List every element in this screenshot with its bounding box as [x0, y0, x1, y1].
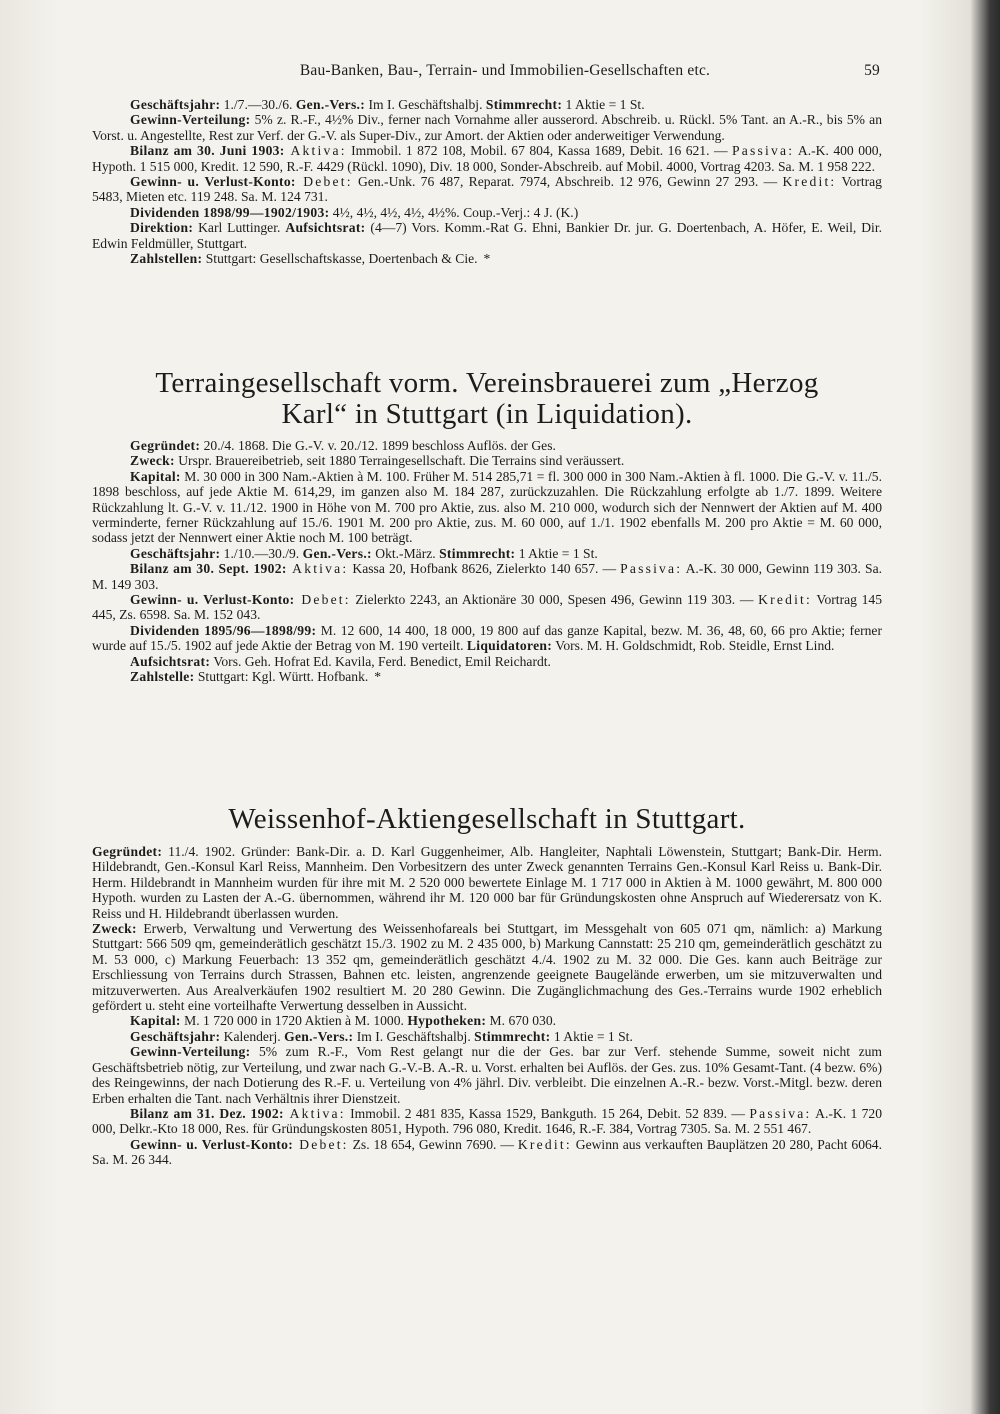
- kapital-entry: Kapital: M. 30 000 in 300 Nam.-Aktien à M. 100. Früher M. 514 285,71 = fl. 300 000 in 300 Nam.-Aktien à fl. 1000. Die G.-V. v. 11./5. 1898 beschloss, auf jede Aktie M. 614,29, im ganzen also M. 184 287, zurückzuzahlen. Die Rückzahlung erfolgte ab 1./7. 1899. Weitere Rückzahlung lt. G.-V. v. 11./12. 1900 in Höhe von M. 700 pro Aktie, zus. also M. 210 000, wodurch sich der Nennwert der Aktien auf M. 400 verminderte, ferner Rückzahlung auf 15./6. 1901 M. 200 pro Aktie, zus. M. 60 000, auf 1./1. 1902 ebenfalls M. 200 pro Aktie = M. 60 000, sodass jetzt der Nennwert einer Aktie noch M. 100 beträgt.: [92, 468, 882, 546]
- dividenden-entry: Dividenden 1895/96—1898/99: M. 12 600, 14 400, 18 000, 19 800 auf das ganze Kapital, bezw. M. 36, 48, 60, 66 pro Aktie; ferner wurde auf 15./5. 1902 auf jede Aktie der Betrag von M. 190 verteilt. Liquidatoren: Vors. M. H. Goldschmidt, Rob. Steidle, Ernst Lind.: [92, 622, 882, 654]
- zweck-entry: Zweck: Erwerb, Verwaltung und Verwertung des Weissenhofareals bei Stuttgart, im Messgehalt von 605 071 qm, nämlich: a) Markung Stuttgart: 566 509 qm, gemeinderätlich geschätzt 15./3. 1902 zu M. 2 435 000, b) Markung Cannstatt: 25 210 qm, gemeinderätlich geschätzt zu M. 53 000, c) Markung Feuerbach: 13 352 qm, gemeinderätlich geschätzt 4./4. 1902 zu M. 32 000. Die Ges. kann auch Beiträge zur Erschliessung von Terrains durch Strassen, Bahnen etc. leisten, angrenzende geeignete Baugelände erwerben, um sie mitzuverwalten und mitzuverwerten. Aus Arealverkäufen 1902 resultiert M. 20 280 Gewinn. Die Zugänglichmachung des Ges.-Terrains wurde 1902 erheblich gefördert u. steht eine vorteilhafte Verwertung desselben in Aussicht.: [92, 921, 882, 1014]
- bilanz-entry: Bilanz am 30. Sept. 1902: Aktiva: Kassa 20, Hofbank 8626, Zielerkto 140 657. — Passiva: A.-K. 30 000, Gewinn 119 303. Sa. M. 149 303.: [92, 561, 882, 592]
- gewinn-verteilung-entry: Gewinn-Verteilung: 5% zum R.-F., Vom Rest gelangt nur die der Ges. bar zur Verf. stehende Summe, soweit nicht zum Geschäftsbetrieb nötig, zur Verteilung, und zwar nach G.-V.-B. A.-R. u. Vorst. erhalten bei Auflös. der Ges. zus. 10% Gesamt-Tant. (4 bezw. 6%) des Reingewinns, der nach Dotierung des R.-F. u. Verteilung von 4% jährl. Div. verbleibt. Die einzelnen A.-R.- bezw. Vorst.-Mitgl. bezw. deren Erben erhalten die Tant. nach Verhältnis ihrer Dienstzeit.: [92, 1044, 882, 1106]
- gewinn-verlust-entry: Gewinn- u. Verlust-Konto: Debet: Gen.-Unk. 76 487, Reparat. 7974, Abschreib. 12 976, Gewinn 27 293. — Kredit: Vortrag 5483, Mieten etc. 119 248. Sa. M. 124 731.: [92, 174, 882, 205]
- zahlstelle-entry: Zahlstelle: Stuttgart: Kgl. Württ. Hofbank. *: [130, 669, 382, 685]
- gegruendet-entry: Gegründet: 11./4. 1902. Gründer: Bank-Dir. a. D. Karl Guggenheimer, Alb. Hangleiter, Naphtali Löwenstein, Stuttgart; Bank-Dir. Herm. Hildebrandt, Gen.-Konsul Karl Reiss, Mannheim. Den Vorbesitzern des unter Zweck genannten Terrains Gen.-Konsul Karl Reiss u. Bank-Dir. Herm. Hildebrandt in Mannheim wurden für ihre mit M. 2 520 000 bewertete Einlage M. 1 717 000 in Aktien à M. 1000 gewährt, M. 800 000 Hypoth. wurden zu Lasten der A.-G. übernommen, während ihr M. 120 000 bar für Gründungskosten ohne Anspruch auf Wiederersatz von K. Reiss und H. Hildebrandt überlassen wurden.: [92, 844, 882, 921]
- gewinn-verlust-entry: Gewinn- u. Verlust-Konto: Debet: Zielerkto 2243, an Aktionäre 30 000, Spesen 496, Gewinn 119 303. — Kredit: Vortrag 145 445, Zs. 6598. Sa. M. 152 043.: [92, 592, 882, 623]
- geschaeftsjahr-entry: Geschäftsjahr: 1./7.—30./6. Gen.-Vers.: Im I. Geschäftshalbj. Stimmrecht: 1 Aktie = 1 St.: [130, 97, 645, 112]
- aufsichtsrat-entry: Aufsichtsrat: Vors. Geh. Hofrat Ed. Kavila, Ferd. Benedict, Emil Reichardt.: [130, 653, 551, 669]
- section-continuation: [92, 97, 882, 266]
- bilanz-entry: Bilanz am 31. Dez. 1902: Aktiva: Immobil. 2 481 835, Kassa 1529, Bankguth. 15 264, Debit. 52 839. — Passiva: A.-K. 1 720 000, Delkr.-Kto 18 000, Res. für Gründungskosten 8051, Hypoth. 796 080, Kredit. 1646, R.-F. 384, Vortrag 7305. Sa. M. 2 551 467.: [92, 1105, 883, 1137]
- kapital-entry: Kapital: M. 1 720 000 in 1720 Aktien à M. 1000. Hypotheken: M. 670 030.: [130, 1013, 557, 1029]
- page-number: 59: [864, 62, 880, 79]
- direktion-entry: Direktion: Karl Luttinger. Aufsichtsrat: (4—7) Vors. Komm.-Rat G. Ehni, Bankier Dr. jur. G. Doertenbach, A. Höfer, E. Weil, Dir. Edwin Feldmüller, Stuttgart.: [92, 220, 882, 251]
- section-title: Terraingesellschaft vorm. Vereinsbrauerei zum „Herzog Karl“ in Stuttgart (in Liquidation).: [155, 367, 819, 430]
- section-weissenhof: [92, 804, 882, 1168]
- section-title: Weissenhof-Aktiengesellschaft in Stuttgart.: [228, 803, 746, 835]
- running-header: [130, 62, 880, 80]
- zahlstellen-entry: Zahlstellen: Stuttgart: Gesellschaftskasse, Doertenbach & Cie. *: [130, 251, 491, 267]
- running-title: Bau-Banken, Bau-, Terrain- und Immobilien-Gesellschaften etc.: [299, 62, 711, 79]
- gegruendet-entry: Gegründet: 20./4. 1868. Die G.-V. v. 20./12. 1899 beschloss Auflös. der Ges.: [130, 438, 556, 453]
- gewinn-verteilung-entry: Gewinn-Verteilung: 5% z. R.-F., 4½% Div., ferner nach Vornahme aller ausserord. Abschreib. u. Rückl. 5% Tant. an A.-R., bis 5% an Vorst. u. Angestellte, Rest zur Verf. der G.-V. als Super-Div., zur Amort. der Aktien oder anderweitiger Verwendung.: [92, 112, 882, 143]
- dividenden-entry: Dividenden 1898/99—1902/1903: 4½, 4½, 4½, 4½, 4½%. Coup.-Verj.: 4 J. (K.): [130, 204, 579, 220]
- bilanz-entry: Bilanz am 30. Juni 1903: Aktiva: Immobil. 1 872 108, Mobil. 67 804, Kassa 1689, Debit. 16 621. — Passiva: A.-K. 400 000, Hypoth. 1 515 000, Kredit. 12 590, R.-F. 4429 (Rückl. 1090), Div. 18 000, Sonder-Abschreib. auf Mobil. 4000, Vortrag 4203. Sa. M. 1 958 222.: [92, 143, 882, 174]
- geschaeftsjahr-entry: Geschäftsjahr: Kalenderj. Gen.-Vers.: Im I. Geschäftshalbj. Stimmrecht: 1 Aktie = 1 St.: [130, 1028, 633, 1044]
- zweck-entry: Zweck: Urspr. Brauereibetrieb, seit 1880 Terraingesellschaft. Die Terrains sind veräussert.: [130, 453, 625, 469]
- gewinn-verlust-entry: Gewinn- u. Verlust-Konto: Debet: Zs. 18 654, Gewinn 7690. — Kredit: Gewinn aus verkauften Bauplätzen 20 280, Pacht 6064. Sa. M. 26 344.: [92, 1136, 882, 1168]
- geschaeftsjahr-entry: Geschäftsjahr: 1./10.—30./9. Gen.-Vers.: Okt.-März. Stimmrecht: 1 Aktie = 1 St.: [130, 545, 598, 561]
- section-terraingesellschaft: [92, 368, 882, 685]
